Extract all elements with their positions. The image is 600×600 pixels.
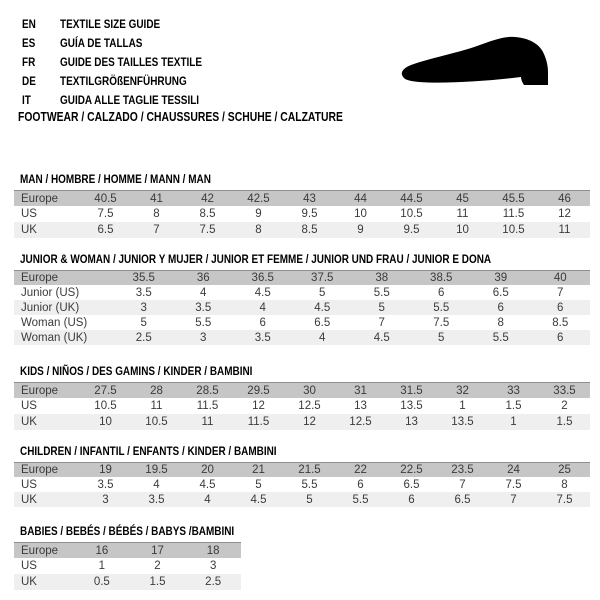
size-value-cell: 35.5 [132, 272, 155, 284]
row-label: Europe [21, 272, 59, 284]
size-value-cell: 3 [209, 560, 217, 572]
size-value-cell: 12.5 [349, 416, 372, 428]
size-value-cell: 19 [99, 464, 112, 476]
size-table-row [14, 222, 590, 238]
size-table-man [14, 190, 590, 238]
size-table-header-row [14, 382, 590, 398]
size-value-cell: 6 [557, 331, 564, 344]
size-value-cell: 21 [252, 464, 265, 476]
size-value-cell: 9 [357, 224, 364, 236]
size-value-cell: 8 [153, 208, 160, 220]
size-table-row [14, 300, 590, 315]
size-table-header-row [14, 270, 590, 285]
size-value-cell: 6 [557, 301, 564, 314]
row-label: Junior (UK) [21, 301, 80, 314]
size-value-cell: 36 [196, 272, 210, 284]
size-table-junior-woman [14, 270, 590, 345]
language-label: GUIDE DES TAILLES TEXTILE [60, 54, 203, 69]
size-value-cell: 6.5 [314, 316, 331, 329]
size-value-cell: 7 [153, 224, 160, 236]
size-value-cell: 10 [354, 208, 367, 220]
table-title: CHILDREN / INFANTIL / ENFANTS / KINDER / BAMBINI [20, 444, 277, 458]
size-value-cell: 7.5 [433, 316, 450, 329]
size-table-row [14, 492, 590, 507]
size-value-cell: 36.5 [251, 272, 274, 284]
size-value-cell: 11.5 [196, 400, 219, 412]
size-value-cell: 10.5 [400, 208, 423, 220]
row-label: UK [21, 493, 37, 506]
size-value-cell: 31 [354, 384, 367, 397]
language-row-it [22, 90, 231, 109]
size-value-cell: 4.5 [373, 331, 390, 344]
language-label: TEXTILGRÖßENFÜHRUNG [60, 73, 187, 88]
row-label: Europe [21, 544, 59, 557]
size-value-cell: 22.5 [400, 464, 423, 476]
size-value-cell: 12.5 [298, 400, 321, 412]
size-value-cell: 7 [378, 316, 385, 329]
size-value-cell: 11 [558, 224, 571, 236]
row-label: UK [21, 224, 37, 236]
size-value-cell: 16 [95, 544, 109, 557]
size-table-children [14, 462, 590, 507]
language-label: GUIDA ALLE TAGLIE TESSILI [60, 92, 200, 107]
row-label: Junior (US) [21, 286, 80, 299]
language-code: ES [22, 35, 36, 50]
language-row-en [22, 14, 231, 33]
size-table-header-row [14, 462, 590, 477]
size-value-cell: 33 [507, 384, 520, 397]
row-label: Europe [21, 384, 59, 397]
size-value-cell: 6.5 [454, 493, 471, 506]
size-value-cell: 6 [259, 316, 266, 329]
size-value-cell: 6 [497, 301, 504, 314]
size-table-row [14, 398, 590, 414]
size-table-row [14, 315, 590, 330]
size-table-row [14, 285, 590, 300]
size-value-cell: 6.5 [97, 224, 114, 236]
size-table-section-children [14, 444, 590, 507]
size-table-section-man [14, 172, 590, 238]
row-label: Europe [21, 192, 59, 205]
size-table-section-junior-woman [14, 252, 590, 345]
size-value-cell: 4 [204, 493, 211, 506]
size-value-cell: 10 [456, 224, 469, 236]
size-value-cell: 3.5 [135, 286, 152, 299]
size-value-cell: 7 [557, 286, 564, 299]
size-value-cell: 7.5 [505, 478, 522, 491]
size-table-row [14, 330, 590, 345]
size-value-cell: 42 [201, 192, 214, 205]
row-label: Woman (US) [21, 316, 88, 329]
size-value-cell: 8.5 [199, 208, 216, 220]
language-label: GUÍA DE TALLAS [60, 35, 143, 50]
size-value-cell: 8 [497, 316, 504, 329]
size-value-cell: 5.5 [492, 331, 509, 344]
size-value-cell: 5.5 [433, 301, 450, 314]
size-value-cell: 38 [375, 272, 389, 284]
table-title: KIDS / NIÑOS / DES GAMINS / KINDER / BAMBINI [20, 364, 253, 378]
size-value-cell: 3.5 [195, 301, 212, 314]
size-value-cell: 5 [438, 331, 445, 344]
size-value-cell: 11.5 [247, 416, 270, 428]
size-value-cell: 1.5 [149, 576, 166, 588]
language-label: TEXTILE SIZE GUIDE [60, 16, 161, 31]
size-value-cell: 5 [306, 493, 313, 506]
size-value-cell: 9.5 [403, 224, 420, 236]
size-value-cell: 28.5 [196, 384, 219, 397]
size-value-cell: 4.5 [250, 493, 267, 506]
size-value-cell: 42.5 [247, 192, 270, 205]
size-value-cell: 1 [98, 560, 106, 572]
language-row-de [22, 71, 231, 90]
size-table-row [14, 414, 590, 430]
size-value-cell: 24 [507, 464, 520, 476]
language-list [22, 14, 231, 109]
row-label: Europe [21, 464, 59, 476]
size-value-cell: 11 [201, 416, 214, 428]
language-code: EN [22, 16, 36, 31]
size-value-cell: 3 [102, 493, 109, 506]
row-label: US [21, 208, 37, 220]
size-value-cell: 10.5 [145, 416, 168, 428]
size-value-cell: 6 [438, 286, 445, 299]
size-table-babies [14, 542, 241, 590]
category-title: FOOTWEAR / CALZADO / CHAUSSURES / SCHUHE / CALZATURE [18, 110, 343, 124]
size-table-section-kids [14, 364, 590, 430]
size-value-cell: 27.5 [94, 384, 117, 397]
size-value-cell: 4.5 [314, 301, 331, 314]
size-value-cell: 1.5 [556, 416, 573, 428]
size-value-cell: 12 [303, 416, 316, 428]
size-value-cell: 4.5 [199, 478, 216, 491]
size-value-cell: 3 [200, 331, 207, 344]
size-value-cell: 11 [150, 400, 163, 412]
size-table-kids [14, 382, 590, 430]
size-value-cell: 7 [510, 493, 517, 506]
size-value-cell: 6.5 [403, 478, 420, 491]
size-value-cell: 44 [354, 192, 367, 205]
size-value-cell: 44.5 [400, 192, 423, 205]
size-value-cell: 6 [357, 478, 364, 491]
size-value-cell: 30 [303, 384, 316, 397]
size-value-cell: 7.5 [556, 493, 573, 506]
size-value-cell: 32 [456, 384, 469, 397]
size-value-cell: 5.5 [373, 286, 390, 299]
size-value-cell: 8 [255, 224, 262, 236]
size-table-header-row [14, 190, 590, 206]
size-value-cell: 5 [378, 301, 385, 314]
size-value-cell: 5 [255, 478, 262, 491]
size-value-cell: 0.5 [93, 576, 110, 588]
size-tables [14, 172, 590, 590]
language-row-fr [22, 52, 231, 71]
size-value-cell: 31.5 [400, 384, 423, 397]
size-value-cell: 7.5 [199, 224, 216, 236]
size-value-cell: 9 [255, 208, 262, 220]
size-value-cell: 2 [561, 400, 568, 412]
size-value-cell: 8.5 [552, 316, 569, 329]
size-value-cell: 2.5 [205, 576, 222, 588]
row-label: UK [21, 416, 37, 428]
size-value-cell: 13 [354, 400, 367, 412]
row-label: US [21, 400, 37, 412]
size-value-cell: 2.5 [135, 331, 152, 344]
size-value-cell: 12 [558, 208, 571, 220]
size-value-cell: 5 [319, 286, 326, 299]
row-label: UK [21, 576, 37, 588]
size-table-row [14, 477, 590, 492]
size-value-cell: 28 [150, 384, 163, 397]
row-label: US [21, 478, 37, 491]
size-value-cell: 12 [252, 400, 265, 412]
size-value-cell: 1 [459, 400, 466, 412]
language-code: DE [22, 73, 36, 88]
size-value-cell: 6 [408, 493, 415, 506]
size-table-row [14, 206, 590, 222]
size-value-cell: 33.5 [553, 384, 576, 397]
size-value-cell: 5.5 [301, 478, 318, 491]
size-value-cell: 38.5 [430, 272, 453, 284]
size-value-cell: 3.5 [254, 331, 271, 344]
size-value-cell: 4.5 [254, 286, 271, 299]
language-row-es [22, 33, 231, 52]
shoe-icon [398, 33, 572, 97]
size-value-cell: 7.5 [97, 208, 114, 220]
size-value-cell: 46 [558, 192, 571, 205]
size-value-cell: 21.5 [298, 464, 321, 476]
size-value-cell: 18 [206, 544, 220, 557]
size-value-cell: 10.5 [502, 224, 525, 236]
size-value-cell: 19.5 [145, 464, 168, 476]
size-value-cell: 39 [494, 272, 508, 284]
table-title: JUNIOR & WOMAN / JUNIOR Y MUJER / JUNIOR ET FEMME / JUNIOR UND FRAU / JUNIOR E DONA [20, 252, 492, 266]
row-label: US [21, 560, 37, 572]
size-value-cell: 17 [151, 544, 164, 557]
size-value-cell: 45 [456, 192, 469, 205]
size-value-cell: 40 [553, 272, 567, 284]
size-value-cell: 37.5 [311, 272, 334, 284]
size-value-cell: 13.5 [400, 400, 423, 412]
size-value-cell: 4 [319, 331, 326, 344]
size-value-cell: 23.5 [451, 464, 474, 476]
size-value-cell: 10.5 [94, 400, 117, 412]
size-value-cell: 9.5 [301, 208, 318, 220]
size-value-cell: 20 [201, 464, 214, 476]
table-title: MAN / HOMBRE / HOMME / MANN / MAN [20, 172, 211, 186]
size-value-cell: 40.5 [94, 192, 117, 205]
size-value-cell: 5.5 [352, 493, 369, 506]
size-value-cell: 29.5 [247, 384, 270, 397]
size-value-cell: 22 [354, 464, 367, 476]
size-value-cell: 3.5 [148, 493, 165, 506]
size-table-header-row [14, 542, 241, 558]
size-value-cell: 11.5 [502, 208, 525, 220]
size-table-section-babies [14, 524, 590, 590]
size-value-cell: 4 [200, 286, 207, 299]
size-value-cell: 5.5 [195, 316, 212, 329]
size-table-row [14, 574, 241, 590]
size-value-cell: 13.5 [451, 416, 474, 428]
size-value-cell: 5 [140, 316, 147, 329]
size-value-cell: 41 [150, 192, 163, 205]
size-value-cell: 8.5 [301, 224, 318, 236]
size-value-cell: 3 [140, 301, 147, 314]
size-value-cell: 10 [99, 416, 112, 428]
size-value-cell: 2 [154, 560, 161, 572]
size-value-cell: 3.5 [97, 478, 114, 491]
size-value-cell: 11 [456, 208, 469, 220]
language-code: IT [22, 92, 31, 107]
size-value-cell: 45.5 [502, 192, 525, 205]
size-value-cell: 4 [259, 301, 266, 314]
size-value-cell: 1 [510, 416, 517, 428]
size-value-cell: 6.5 [492, 286, 509, 299]
size-value-cell: 1.5 [505, 400, 522, 412]
size-value-cell: 8 [561, 478, 568, 491]
size-table-row [14, 558, 241, 574]
language-code: FR [22, 54, 36, 69]
size-value-cell: 7 [459, 478, 466, 491]
row-label: Woman (UK) [21, 331, 88, 344]
size-value-cell: 43 [303, 192, 316, 205]
table-title: BABIES / BEBÉS / BÉBÉS / BABYS /BAMBINI [20, 524, 235, 538]
size-value-cell: 25 [558, 464, 571, 476]
size-value-cell: 13 [405, 416, 418, 428]
size-value-cell: 4 [153, 478, 160, 491]
